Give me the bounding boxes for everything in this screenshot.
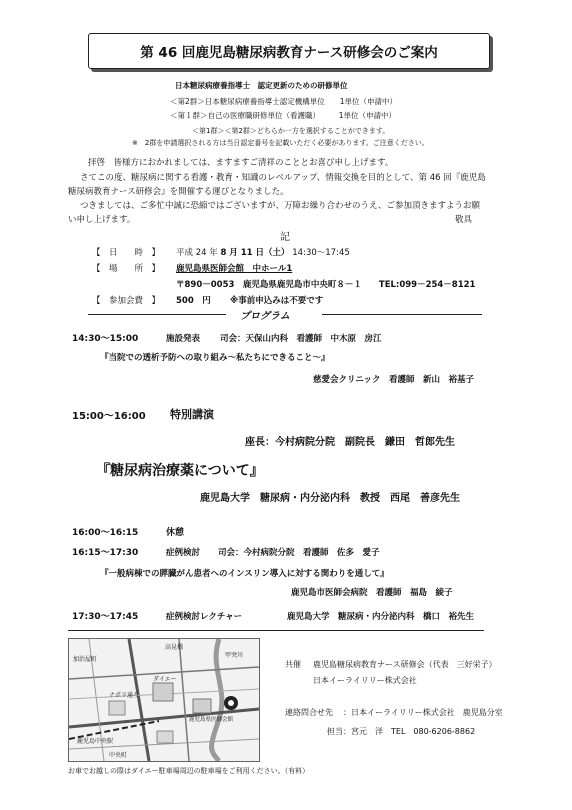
s5-time: 17:30～17:45 (72, 612, 139, 622)
s4-topic: 『一般病棟での膵臓がん患者へのインスリン導入に対する関わりを通して』 (100, 569, 389, 579)
program-rule-right (322, 314, 482, 315)
sponsor-org2: 日本イーライリリー株式会社 (313, 676, 417, 685)
program-heading: プログラム (240, 311, 290, 322)
s2-chair: 座長：今村病院分院 副院長 鎌田 哲郎先生 (245, 437, 455, 448)
map-label-daiei: ダイエー (153, 676, 177, 683)
s1-time: 14:30～15:00 (72, 334, 139, 344)
s2-speaker: 鹿児島大学 糖尿病・内分泌内科 教授 西尾 善彦先生 (200, 493, 460, 504)
date-value (176, 246, 350, 258)
greeting-p2b: 糖尿病教育ナース研修会』を開催する運びとなりました。 (68, 187, 289, 197)
fee-value: 500 円 (176, 296, 211, 306)
document-title: 第 46 回鹿児島糖尿病教育ナース研修会のご案内 (140, 45, 438, 61)
contact-person: ：宮元 洋 TEL 080-6206-8862 (343, 727, 476, 736)
credits-group1: ＜第１群＞自己の医療職研修単位（看護職） 1単位（申請中） (170, 111, 397, 120)
s2-topic: 『糖尿病治療薬について』 (96, 463, 264, 479)
fee-note: ※事前申込みは不要です (230, 296, 324, 306)
s4-speaker: 鹿児島市医師会病院 看護師 福島 綾子 (291, 588, 453, 598)
map-label-river: 甲突川 (225, 652, 244, 659)
footer-note: お車でお越しの際はダイエー駐車場周辺の駐車場をご利用ください。（有料） (68, 767, 310, 775)
date-label: 【 日 時 】 (92, 248, 161, 258)
map-label-kajiyacho: 加治屋町 (73, 656, 98, 663)
map-label-takamibashi: 高見橋 (165, 644, 184, 651)
date-time: 14:30～17:45 (292, 248, 350, 258)
program-end-rule (68, 630, 484, 631)
s1-title: 施設発表 (166, 334, 201, 344)
s5-title: 症例検討レクチャー (166, 612, 243, 622)
map-graphic (69, 639, 259, 761)
date-year: 平成 24 年 (176, 248, 218, 258)
greeting-p1: 拝啓 皆様方におかれましては、ますますご清祥のこととお喜び申し上げます。 (88, 158, 394, 168)
contact-person-label: 担当 (327, 727, 343, 736)
fee-label: 【 参加会費 】 (92, 296, 161, 306)
credits-group2: ＜第2群＞日本糖尿病療養指導士認定機構単位 1単位（申請中） (170, 97, 398, 106)
contact-org: ：日本イーライリリー株式会社 鹿児島分室 (343, 708, 503, 717)
place-name: 鹿児島県医師会館 中ホール1 (176, 264, 293, 274)
greeting-p3b: い申し上げます。 (68, 215, 136, 225)
place-address: 〒890－0053 鹿児島県鹿児島市中央町８－１ TEL:099－254－8121 (176, 280, 476, 290)
s4-time: 16:15～17:30 (72, 548, 139, 558)
program-rule-left (88, 314, 226, 315)
s4-chair: 司会：今村病院分院 看護師 佐多 愛子 (218, 548, 380, 558)
place-label: 【 場 所 】 (92, 264, 161, 274)
date-day: 8 月 11 日（土） (220, 248, 290, 258)
s3-time: 16:00～16:15 (72, 528, 139, 538)
s1-speaker: 慈愛会クリニック 看護師 新山 裕基子 (313, 375, 474, 385)
greeting-p2a: さてこの度、糖尿病に関する看護・教育・知識のレベルアップ、情報交換を目的として、第 46 回『鹿児島 (80, 173, 486, 183)
map-label-station: 鹿児島中央駅 (77, 738, 114, 745)
s3-title: 休憩 (166, 528, 185, 538)
map-label-napoli: ナポリ通り (109, 692, 140, 699)
title-box (88, 33, 490, 69)
sponsor-label: 共催 (285, 660, 301, 669)
credits-note1: ＜第1群＞＜第2群＞どちらか一方を選択することができます。 (192, 127, 390, 135)
greeting-closing: 敬具 (455, 215, 473, 225)
map-label-venue: 鹿児島県医師会館 (189, 717, 234, 723)
sponsor-org1: 鹿児島糖尿病教育ナース研修会（代表 三好栄子） (313, 660, 497, 669)
s5-speaker: 鹿児島大学 糖尿病・内分泌内科 橋口 裕先生 (287, 612, 475, 622)
credits-note2: ※ 2群を申請選択される方は当日認定番号を記載いただく必要があります。ご注意ください。 (132, 139, 429, 147)
s1-chair: 司会：天保山内科 看護師 中木原 房江 (220, 334, 382, 344)
map-label-chuocho: 中央町 (109, 752, 128, 759)
contact-label: 連絡問合せ先 (285, 708, 333, 717)
venue-map (68, 638, 260, 762)
s1-topic: 『当院での透析予防への取り組み～私たちにできること～』 (100, 353, 330, 363)
s2-title: 特別講演 (170, 408, 214, 421)
s2-time: 15:00～16:00 (72, 411, 146, 422)
greeting-p3a: つきましては、ご多忙中誠に恐縮ではございますが、万障お繰り合わせのうえ、ご参加頂きますようお願 (80, 201, 481, 211)
ki-mark: 記 (280, 232, 290, 243)
s4-title: 症例検討 (166, 548, 201, 558)
credits-heading: 日本糖尿病療養指導士 認定更新のための研修単位 (175, 81, 348, 90)
